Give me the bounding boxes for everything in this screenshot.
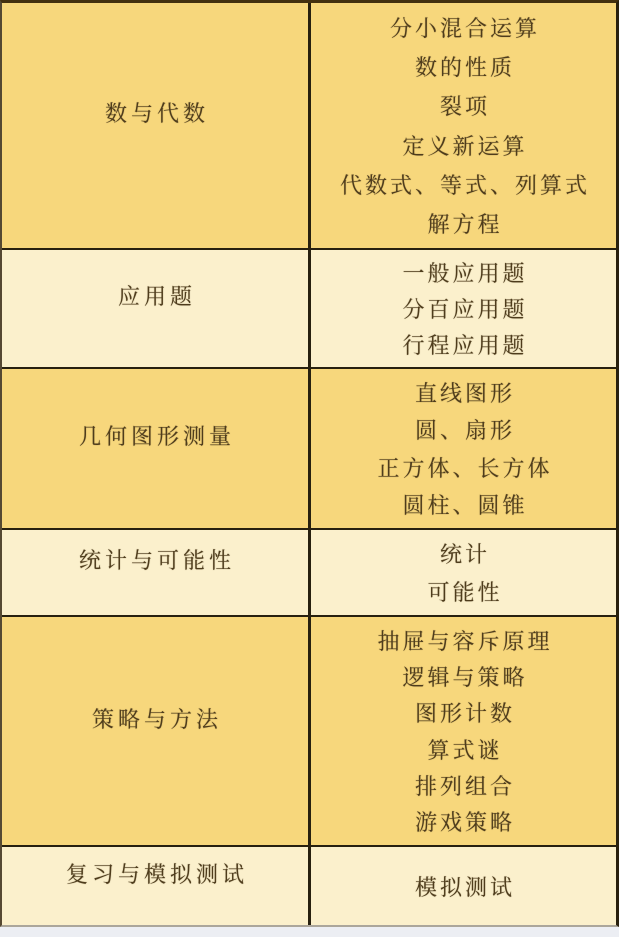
topic-item: 代数式、等式、列算式 [339,172,590,198]
topic-item: 图形计数 [414,701,515,727]
table-row [2,847,616,925]
table-row [2,250,616,369]
topics-cell [311,3,616,248]
topics-cell [311,530,616,615]
topic-item: 定义新运算 [402,133,528,159]
category-cell [2,847,311,925]
topic-item: 解方程 [427,211,503,237]
topic-item: 分百应用题 [402,296,528,322]
category-cell [2,3,311,248]
category-cell [2,617,311,845]
topic-item: 模拟测试 [414,874,515,900]
table-row [2,3,616,250]
topic-item: 数的性质 [414,55,515,81]
topic-item: 游戏策略 [414,810,515,836]
topic-item: 直线图形 [414,381,515,407]
table-row [2,617,616,847]
category-label: 统计与可能性 [78,548,235,573]
topics-cell [311,847,616,925]
category-label: 策略与方法 [91,706,222,732]
category-label: 复习与模拟测试 [65,861,248,887]
category-label: 几何图形测量 [78,424,235,449]
topic-item: 可能性 [427,579,503,605]
topics-cell [311,369,616,528]
topics-cell [311,617,616,845]
category-label: 应用题 [117,284,196,309]
topic-item: 正方体、长方体 [377,455,553,481]
category-cell [2,530,311,615]
topic-item: 逻辑与策略 [402,664,528,690]
topics-cell [311,250,616,367]
topic-item: 裂项 [439,94,490,120]
topic-item: 行程应用题 [402,332,528,358]
topic-item: 抽屉与容斥原理 [377,628,553,654]
category-cell [2,250,311,367]
table-row [2,369,616,530]
category-label: 数与代数 [104,101,209,126]
topic-item: 分小混合运算 [389,16,540,42]
topic-item: 圆柱、圆锥 [402,492,528,518]
topic-item: 排列组合 [414,773,515,799]
table-row [2,530,616,617]
topic-item: 一般应用题 [402,261,528,287]
topic-item: 圆、扇形 [414,418,515,444]
topic-item: 算式谜 [427,737,503,763]
category-cell [2,369,311,528]
topic-item: 统计 [439,542,490,568]
